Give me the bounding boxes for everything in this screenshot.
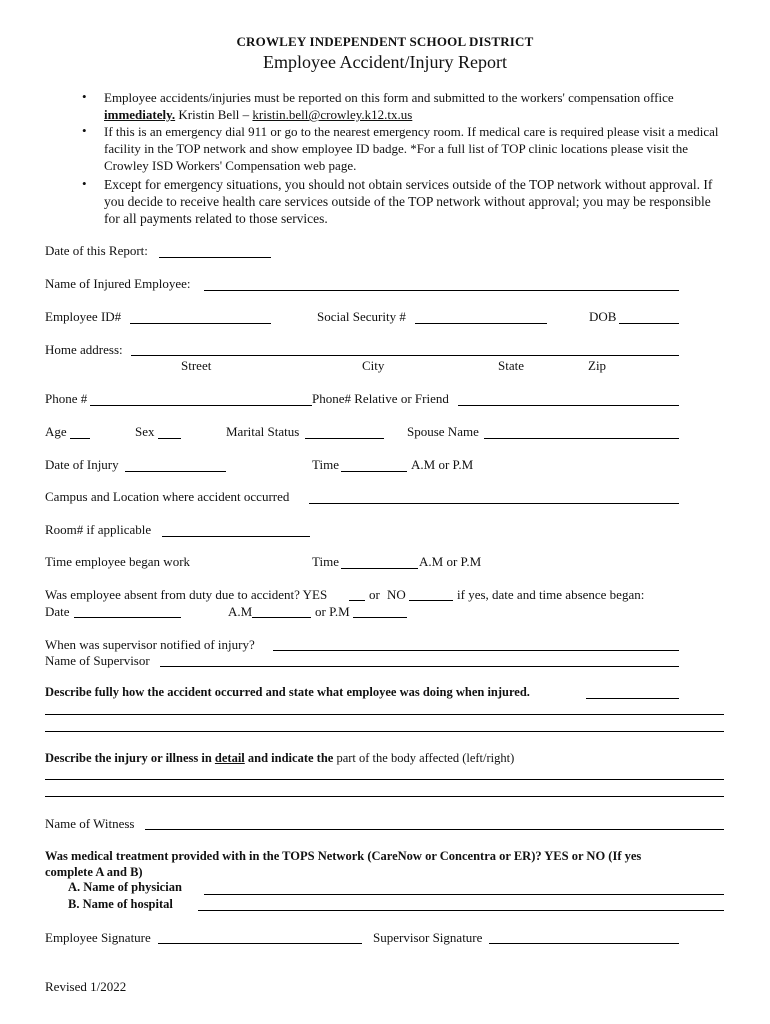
describe-accident-line-3[interactable]	[45, 731, 724, 732]
immediately-text: immediately.	[104, 107, 176, 122]
phone-relative-field[interactable]	[458, 405, 679, 406]
no-label: NO	[387, 587, 406, 602]
form-title: Employee Accident/Injury Report	[263, 52, 507, 72]
age-label: Age	[45, 424, 67, 439]
name-injured-label: Name of Injured Employee:	[45, 276, 191, 291]
marital-status-label: Marital Status	[226, 424, 300, 439]
physician-field[interactable]	[204, 894, 724, 895]
employee-signature-label: Employee Signature	[45, 930, 151, 945]
physician-label: A. Name of physician	[68, 880, 182, 894]
am-pm-label-2: A.M or P.M	[419, 554, 482, 569]
zip-label: Zip	[588, 358, 607, 373]
time-began-field[interactable]	[341, 568, 418, 569]
instruction-2: If this is an emergency dial 911 or go to the nearest emergency room. If medical care is required please visit a medical facility in the TOP network and show employee ID badge. *For a full list of TOP clinic locations please visit the Crowley ISD Workers' Compensation web page.	[104, 124, 719, 173]
time-began-label: Time employee began work	[45, 554, 191, 569]
supervisor-name-label: Name of Supervisor	[45, 653, 150, 668]
absent-yes-field[interactable]	[349, 600, 365, 601]
am-pm-label: A.M or P.M	[411, 457, 474, 472]
time-label: Time	[312, 457, 339, 472]
describe-injury-line-2[interactable]	[45, 796, 724, 797]
hospital-label: B. Name of hospital	[68, 897, 173, 911]
absent-no-field[interactable]	[409, 600, 453, 601]
describe-injury-text-c: part of the body affected (left/right)	[333, 751, 515, 765]
marital-status-field[interactable]	[305, 438, 384, 439]
medical-question: Was medical treatment provided with in the TOPS Network (CareNow or Concentra or ER)? YES or NO (If yes	[45, 849, 642, 863]
phone-label: Phone #	[45, 391, 88, 406]
name-injured-field[interactable]	[204, 290, 679, 291]
sex-label: Sex	[135, 424, 155, 439]
describe-injury-label	[45, 751, 514, 766]
describe-accident-field[interactable]	[586, 698, 679, 699]
contact-name: Kristin Bell –	[175, 107, 253, 122]
home-address-label: Home address:	[45, 342, 123, 357]
supervisor-signature-label: Supervisor Signature	[373, 930, 483, 945]
hospital-field[interactable]	[198, 910, 724, 911]
absence-pm-label: or P.M	[315, 604, 350, 619]
if-yes-label: if yes, date and time absence began:	[457, 587, 645, 602]
age-field[interactable]	[70, 438, 90, 439]
instruction-3: Except for emergency situations, you should not obtain services outside of the TOP network without approval. If you decide to receive health care services outside of the TOP network without approval; you may be responsible for all payments related to those services.	[104, 177, 713, 226]
state-label: State	[498, 358, 524, 373]
bullet-icon: •	[82, 123, 87, 138]
sex-field[interactable]	[158, 438, 181, 439]
absence-pm-field[interactable]	[353, 617, 407, 618]
employee-id-label: Employee ID#	[45, 309, 122, 324]
employee-signature-field[interactable]	[158, 943, 362, 944]
supervisor-notified-field[interactable]	[273, 650, 679, 651]
phone-field[interactable]	[90, 405, 312, 406]
absence-date-field[interactable]	[74, 617, 181, 618]
supervisor-name-field[interactable]	[160, 666, 679, 667]
district-name: CROWLEY INDEPENDENT SCHOOL DISTRICT	[236, 34, 534, 49]
campus-location-label: Campus and Location where accident occurred	[45, 489, 290, 504]
describe-injury-detail: detail	[214, 751, 245, 765]
supervisor-signature-field[interactable]	[489, 943, 679, 944]
ssn-field[interactable]	[415, 323, 547, 324]
supervisor-notified-label: When was supervisor notified of injury?	[45, 637, 255, 652]
spouse-name-label: Spouse Name	[407, 424, 479, 439]
or-label: or	[369, 587, 380, 602]
date-of-injury-field[interactable]	[125, 471, 226, 472]
room-field[interactable]	[162, 536, 310, 537]
describe-injury-line-1[interactable]	[45, 779, 724, 780]
witness-field[interactable]	[145, 829, 724, 830]
absence-date-label: Date	[45, 604, 70, 619]
campus-location-field[interactable]	[309, 503, 679, 504]
room-label: Room# if applicable	[45, 522, 152, 537]
absence-am-label: A.M	[228, 604, 253, 619]
describe-injury-text-b: and indicate the	[244, 751, 334, 765]
describe-injury-text-a: Describe the injury or illness in	[45, 751, 215, 765]
bullet-icon: •	[82, 176, 87, 191]
date-of-injury-label: Date of Injury	[45, 457, 119, 472]
instruction-1-text: Employee accidents/injuries must be reported on this form and submitted to the workers' compensation office	[104, 90, 674, 105]
revised-date: Revised 1/2022	[45, 979, 127, 994]
medical-question-cont: complete A and B)	[45, 865, 143, 879]
absence-am-field[interactable]	[252, 617, 311, 618]
phone-relative-label: Phone# Relative or Friend	[312, 391, 449, 406]
dob-field[interactable]	[619, 323, 679, 324]
absent-question: Was employee absent from duty due to accident? YES	[45, 587, 328, 602]
spouse-name-field[interactable]	[484, 438, 679, 439]
witness-label: Name of Witness	[45, 816, 135, 831]
ssn-label: Social Security #	[317, 309, 406, 324]
contact-email-link[interactable]: kristin.bell@crowley.k12.tx.us	[252, 107, 413, 122]
describe-accident-label: Describe fully how the accident occurred and state what employee was doing when injured.	[45, 685, 530, 699]
time-of-injury-field[interactable]	[341, 471, 407, 472]
instruction-1	[104, 89, 724, 123]
street-label: Street	[181, 358, 212, 373]
time-label-2: Time	[312, 554, 339, 569]
bullet-icon: •	[82, 89, 87, 104]
dob-label: DOB	[589, 309, 617, 324]
employee-id-field[interactable]	[130, 323, 271, 324]
home-address-field[interactable]	[131, 355, 679, 356]
date-of-report-field[interactable]	[159, 257, 271, 258]
describe-accident-line-2[interactable]	[45, 714, 724, 715]
date-of-report-label: Date of this Report:	[45, 243, 148, 258]
city-label: City	[362, 358, 385, 373]
